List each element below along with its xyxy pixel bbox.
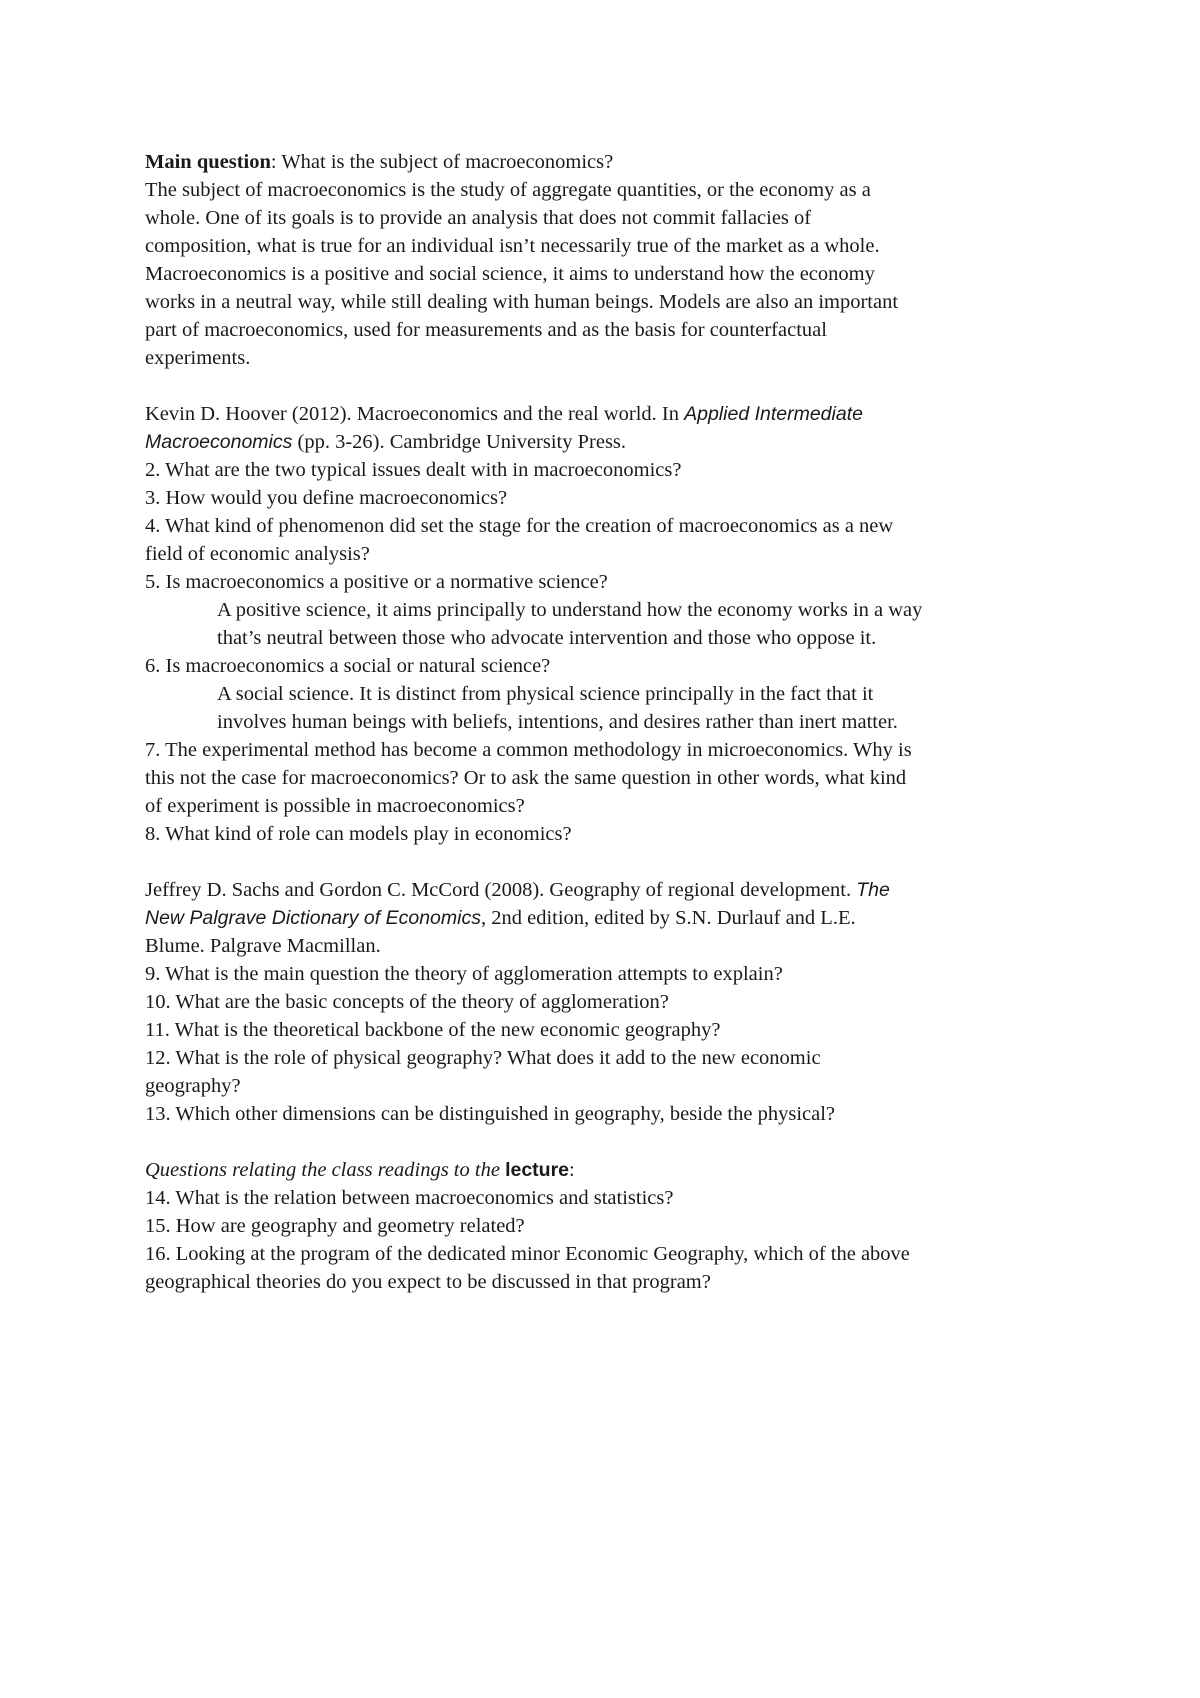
question-12: 12. What is the role of physical geography? What does it add to the new economic xyxy=(145,1047,821,1069)
paragraph-spacer xyxy=(145,372,1075,400)
answer-5: A positive science, it aims principally to understand how the economy works in a way xyxy=(217,599,923,621)
question-15: 15. How are geography and geometry related? xyxy=(145,1215,525,1237)
paragraph-spacer xyxy=(145,1128,1075,1156)
question-3: 3. How would you define macroeconomics? xyxy=(145,487,508,509)
main-answer-line: works in a neutral way, while still dealing with human beings. Models are also an important xyxy=(145,291,899,313)
question-13: 13. Which other dimensions can be distinguished in geography, beside the physical? xyxy=(145,1103,836,1125)
hoover-reference xyxy=(145,400,1075,428)
question-5: 5. Is macroeconomics a positive or a normative science? xyxy=(145,571,608,593)
answer-5-cont: that’s neutral between those who advocate intervention and those who oppose it. xyxy=(217,627,877,649)
main-answer-line: whole. One of its goals is to provide an analysis that does not commit fallacies of xyxy=(145,207,812,229)
sachs-book-title-cont: New Palgrave Dictionary of Economics xyxy=(145,907,481,929)
main-answer-line: part of macroeconomics, used for measurements and as the basis for counterfactual xyxy=(145,319,827,341)
sachs-reference-edition: , 2nd edition, edited by S.N. Durlauf and L.E. xyxy=(480,907,856,929)
main-answer-line: Macroeconomics is a positive and social science, it aims to understand how the economy xyxy=(145,263,875,285)
question-11: 11. What is the theoretical backbone of the new economic geography? xyxy=(145,1019,721,1041)
question-7-cont: of experiment is possible in macroeconomics? xyxy=(145,795,525,817)
sachs-reference-cont xyxy=(145,904,1075,932)
question-6: 6. Is macroeconomics a social or natural science? xyxy=(145,655,551,677)
question-10: 10. What are the basic concepts of the theory of agglomeration? xyxy=(145,991,669,1013)
question-2: 2. What are the two typical issues dealt with in macroeconomics? xyxy=(145,459,682,481)
main-answer-line: experiments. xyxy=(145,347,251,369)
sachs-reference-authors: Jeffrey D. Sachs and Gordon C. McCord (2008). Geography of regional development. xyxy=(145,879,857,901)
lecture-heading-bold: lecture xyxy=(505,1159,570,1181)
question-16-cont: geographical theories do you expect to be discussed in that program? xyxy=(145,1271,711,1293)
question-16: 16. Looking at the program of the dedicated minor Economic Geography, which of the above xyxy=(145,1243,910,1265)
paragraph-spacer xyxy=(145,848,1075,876)
lecture-heading-text: Questions relating the class readings to the xyxy=(145,1159,506,1181)
main-question-text: : What is the subject of macroeconomics? xyxy=(270,151,614,173)
sachs-reference xyxy=(145,876,1075,904)
main-question xyxy=(145,148,1075,176)
answer-6-cont: involves human beings with beliefs, intentions, and desires rather than inert matter. xyxy=(217,711,898,733)
question-4: 4. What kind of phenomenon did set the stage for the creation of macroeconomics as a new xyxy=(145,515,894,537)
question-4-cont: field of economic analysis? xyxy=(145,543,370,565)
main-answer-line: The subject of macroeconomics is the study of aggregate quantities, or the economy as a xyxy=(145,179,871,201)
question-8: 8. What kind of role can models play in economics? xyxy=(145,823,572,845)
hoover-reference-authors: Kevin D. Hoover (2012). Macroeconomics and the real world. In xyxy=(145,403,685,425)
question-12-cont: geography? xyxy=(145,1075,241,1097)
question-14: 14. What is the relation between macroeconomics and statistics? xyxy=(145,1187,674,1209)
question-7-cont: this not the case for macroeconomics? Or to ask the same question in other words, what kind xyxy=(145,767,907,789)
main-answer-line: composition, what is true for an individual isn’t necessarily true of the market as a whole. xyxy=(145,235,880,257)
document-page xyxy=(145,148,1075,1296)
sachs-book-title: The xyxy=(856,879,890,901)
hoover-book-title: Applied Intermediate xyxy=(684,403,863,425)
lecture-heading-colon: : xyxy=(569,1159,575,1181)
hoover-reference-publisher: (pp. 3-26). Cambridge University Press. xyxy=(292,431,627,453)
question-9: 9. What is the main question the theory of agglomeration attempts to explain? xyxy=(145,963,783,985)
hoover-reference-cont xyxy=(145,428,1075,456)
hoover-book-title-cont: Macroeconomics xyxy=(145,431,293,453)
question-7: 7. The experimental method has become a common methodology in microeconomics. Why is xyxy=(145,739,912,761)
answer-6: A social science. It is distinct from physical science principally in the fact that it xyxy=(217,683,874,705)
sachs-reference-publisher: Blume. Palgrave Macmillan. xyxy=(145,935,381,957)
main-question-label: Main question xyxy=(145,151,271,173)
lecture-heading xyxy=(145,1156,1075,1184)
